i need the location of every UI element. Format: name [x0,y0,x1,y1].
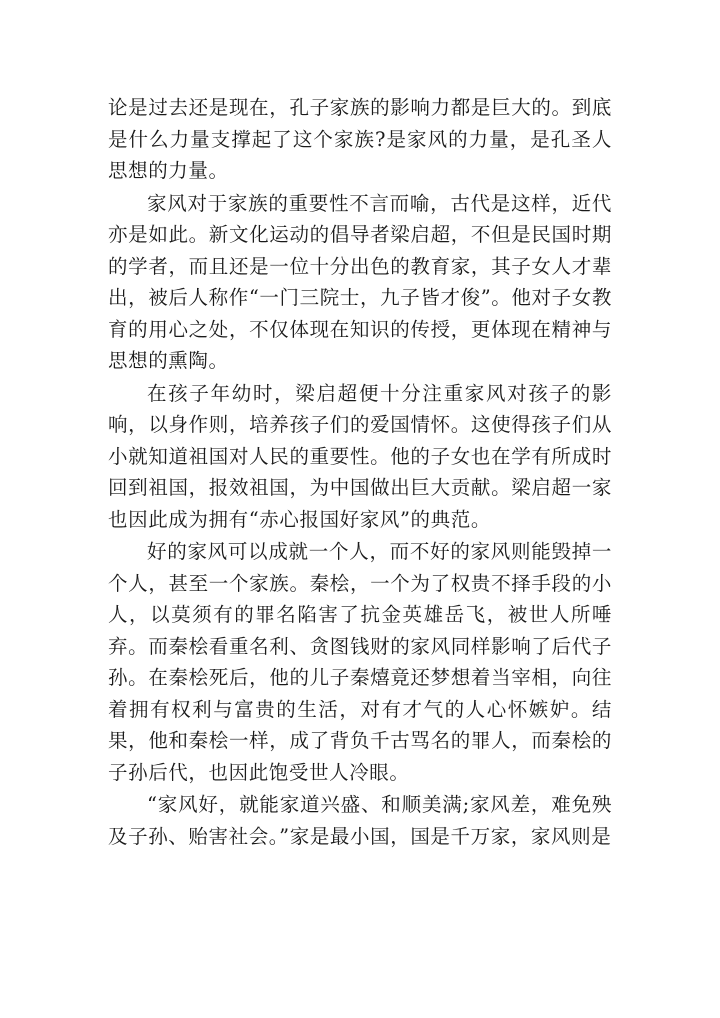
paragraph-4: 好的家风可以成就一个人，而不好的家风则能毁掉一个人，甚至一个家族。秦桧，一个为了权贵不择手段的小人，以莫须有的罪名陷害了抗金英雄岳飞，被世人所唾弃。而秦桧看重名利、贪图钱财的家风同样影响了后代子孙。在秦桧死后，他的儿子秦熺竟还梦想着当宰相，向往着拥有权利与富贵的生活，对有才气的人心怀嫉妒。结果，他和秦桧一样，成了背负千古骂名的罪人，而秦桧的子孙后代，也因此饱受世人冷眼。 [108,540,612,784]
paragraph-2: 家风对于家族的重要性不言而喻，古代是这样，近代亦是如此。新文化运动的倡导者梁启超，不但是民国时期的学者，而且还是一位十分出色的教育家，其子女人才辈出，被后人称作“一门三院士，九子皆才俊”。他对子女教育的用心之处，不仅体现在知识的传授，更体现在精神与思想的熏陶。 [108,191,612,372]
paragraph-3: 在孩子年幼时，梁启超便十分注重家风对孩子的影响，以身作则，培养孩子们的爱国情怀。这使得孩子们从小就知道祖国对人民的重要性。他的子女也在学有所成时回到祖国，报效祖国，为中国做出巨大贡献。梁启超一家也因此成为拥有“赤心报国好家风”的典范。 [108,381,612,531]
document-body [108,92,612,853]
paragraph-5: “家风好，就能家道兴盛、和顺美满;家风差，难免殃及子孙、贻害社会。”家是最小国，国是千万家，家风则是 [108,793,612,848]
paragraph-1: 论是过去还是现在，孔子家族的影响力都是巨大的。到底是什么力量支撑起了这个家族?是家风的力量，是孔圣人思想的力量。 [108,96,612,182]
